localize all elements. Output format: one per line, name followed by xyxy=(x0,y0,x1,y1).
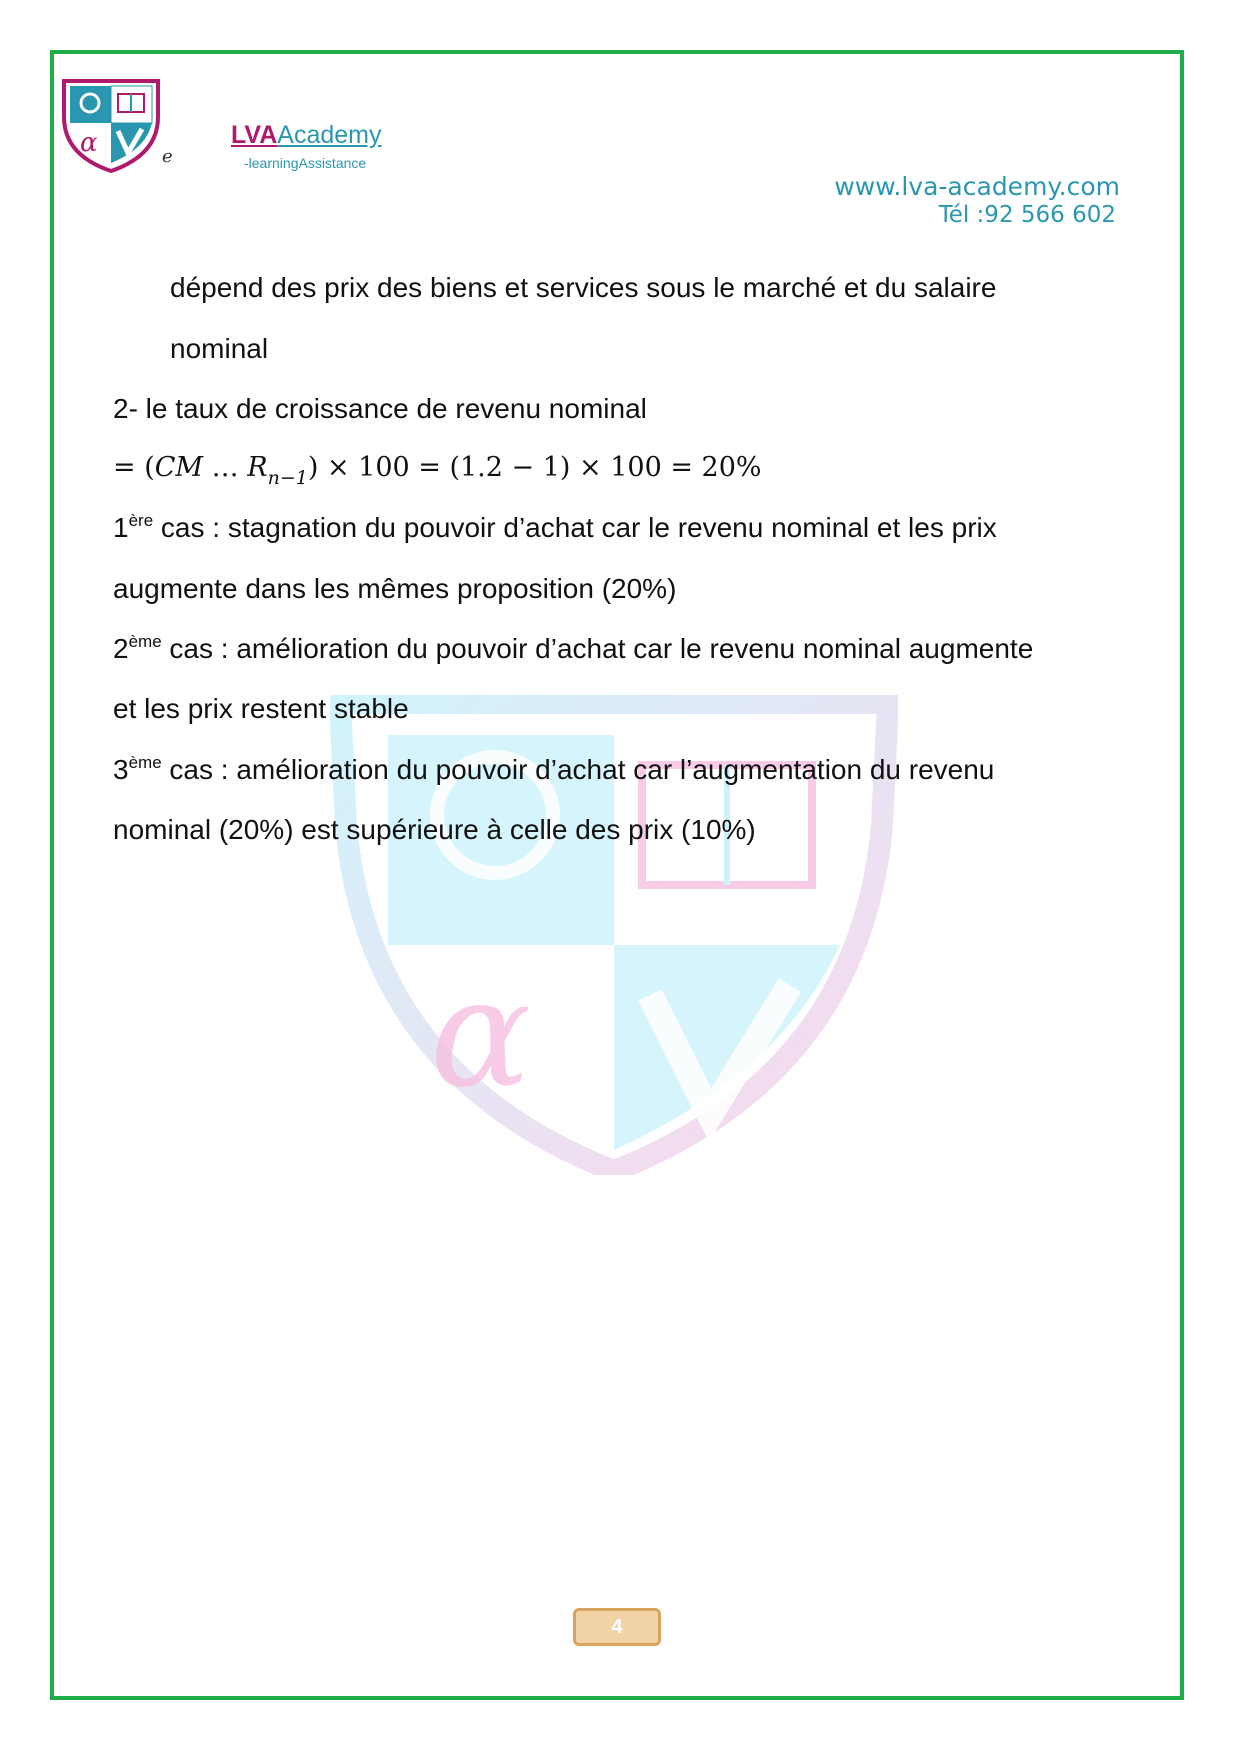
academy-logo xyxy=(58,77,164,173)
formula-part: = ( xyxy=(113,452,155,483)
case-1-continuation: augmente dans les mêmes proposition (20%) xyxy=(113,573,677,604)
formula-subscript: n−1 xyxy=(267,467,308,489)
website-url: www.lva-academy.com xyxy=(834,172,1120,201)
svg-text:α: α xyxy=(430,947,532,1121)
case-text: cas : amélioration du pouvoir d’achat car le revenu nominal augmente xyxy=(161,633,1034,664)
brand-subtitle: -learningAssistance xyxy=(244,155,367,171)
case-2-continuation: et les prix restent stable xyxy=(113,693,409,724)
svg-text:α: α xyxy=(80,128,98,158)
phone-number: Tél :92 566 602 xyxy=(938,202,1116,228)
case-ordinal: ère xyxy=(128,511,154,530)
case-ordinal: ème xyxy=(128,753,162,772)
case-1-line xyxy=(113,512,997,544)
case-text: cas : amélioration du pouvoir d’achat car l’augmentation du revenu xyxy=(161,754,995,785)
case-text: cas : stagnation du pouvoir d’achat car le revenu nominal et les prix xyxy=(153,512,997,543)
case-3-line xyxy=(113,754,994,786)
case-2-line xyxy=(113,633,1033,665)
brand-lva: LVA xyxy=(231,121,278,149)
case-number: 2 xyxy=(113,633,129,664)
formula-part: ) × 100 = (1.2 − 1) × 100 = 20% xyxy=(307,452,762,483)
page-number: 4 xyxy=(573,1608,661,1646)
case-ordinal: ème xyxy=(128,632,162,651)
logo-letter: e xyxy=(162,146,173,167)
section-heading: 2- le taux de croissance de revenu nominal xyxy=(113,393,647,424)
brand-academy: Academy xyxy=(277,121,382,149)
formula-cm: CM xyxy=(154,452,204,483)
case-3-continuation: nominal (20%) est supérieure à celle des prix (10%) xyxy=(113,814,756,845)
formula-r: R xyxy=(247,452,268,483)
case-number: 3 xyxy=(113,754,129,785)
paragraph-line: dépend des prix des biens et services sous le marché et du salaire xyxy=(170,272,997,303)
formula-dots: … xyxy=(203,452,248,483)
growth-rate-formula xyxy=(113,452,762,489)
paragraph-line: nominal xyxy=(170,333,269,364)
brand-name xyxy=(231,121,382,150)
case-number: 1 xyxy=(113,512,129,543)
